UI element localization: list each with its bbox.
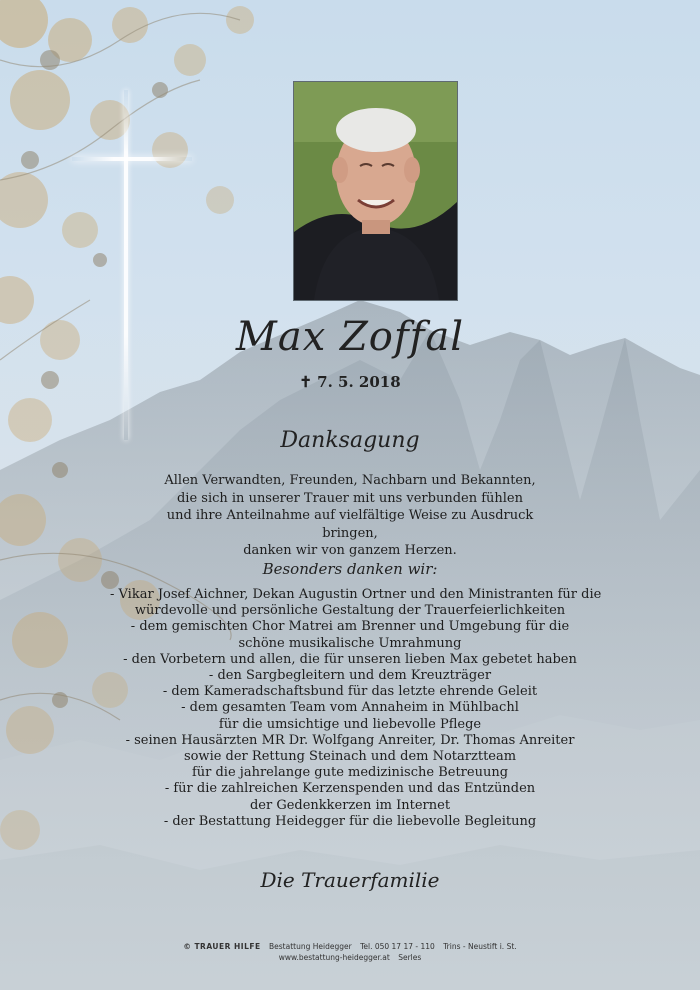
thanks-line: sowie der Rettung Steinach und dem Notarztteam xyxy=(183,749,517,765)
thanks-line: für die jahrelange gute medizinische Betreuung xyxy=(191,765,509,781)
footer-location: Serles xyxy=(398,953,422,962)
thanks-line: der Gedenkkerzen im Internet xyxy=(249,797,451,813)
signature: Die Trauerfamilie xyxy=(260,868,440,892)
intro-line: danken wir von ganzem Herzen. xyxy=(243,543,457,558)
thanks-line: - den Vorbetern und allen, die für unseren lieben Max gebetet haben xyxy=(123,651,577,667)
thanks-heading: Danksagung xyxy=(280,428,420,453)
thanks-line: schöne musikalische Umrahmung xyxy=(238,635,462,651)
intro-paragraph xyxy=(150,472,550,560)
thanks-line: - der Bestattung Heidegger für die liebevolle Begleitung xyxy=(163,813,537,829)
thanks-line: - seinen Hausärzten MR Dr. Wolfgang Anreiter, Dr. Thomas Anreiter xyxy=(125,732,575,748)
footer-phone: Tel. 050 17 17 - 110 xyxy=(360,942,435,951)
thanks-line: - Vikar Josef Aichner, Dekan Augustin Ortner und den Ministranten für die xyxy=(110,587,602,602)
footer-company: Bestattung Heidegger xyxy=(269,942,352,951)
footer-website[interactable]: www.bestattung-heidegger.at xyxy=(278,953,390,962)
thanks-line: für die umsichtige und liebevolle Pflege xyxy=(218,716,482,732)
thanks-line: - dem Kameradschaftsbund für das letzte ehrende Geleit xyxy=(162,684,538,700)
special-thanks-heading: Besonders danken wir: xyxy=(262,560,438,578)
intro-line: Allen Verwandten, Freunden, Nachbarn und Bekannten, xyxy=(164,473,536,488)
thanks-line: würdevolle und persönliche Gestaltung der Trauerfeierlichkeiten xyxy=(134,603,566,619)
thanks-line: - für die zahlreichen Kerzenspenden und das Entzünden xyxy=(164,781,536,797)
intro-line: und ihre Anteilnahme auf vielfältige Weise zu Ausdruck bringen, xyxy=(166,508,534,541)
death-date: ✝ 7. 5. 2018 xyxy=(299,373,401,391)
footer xyxy=(150,941,550,963)
thanks-line: - den Sargbegleitern und dem Kreuzträger xyxy=(208,668,492,684)
thanks-line: - dem gemischten Chor Matrei am Brenner und Umgebung für die xyxy=(130,619,570,635)
footer-address: Trins - Neustift i. St. xyxy=(443,942,517,951)
footer-brand: © TRAUER HILFE xyxy=(183,942,261,951)
thanks-list xyxy=(110,587,602,830)
intro-line: die sich in unserer Trauer mit uns verbunden fühlen xyxy=(176,490,523,506)
thanks-line: - dem gesamten Team vom Annaheim in Mühlbachl xyxy=(181,700,519,716)
deceased-name: Max Zoffal xyxy=(235,314,465,360)
